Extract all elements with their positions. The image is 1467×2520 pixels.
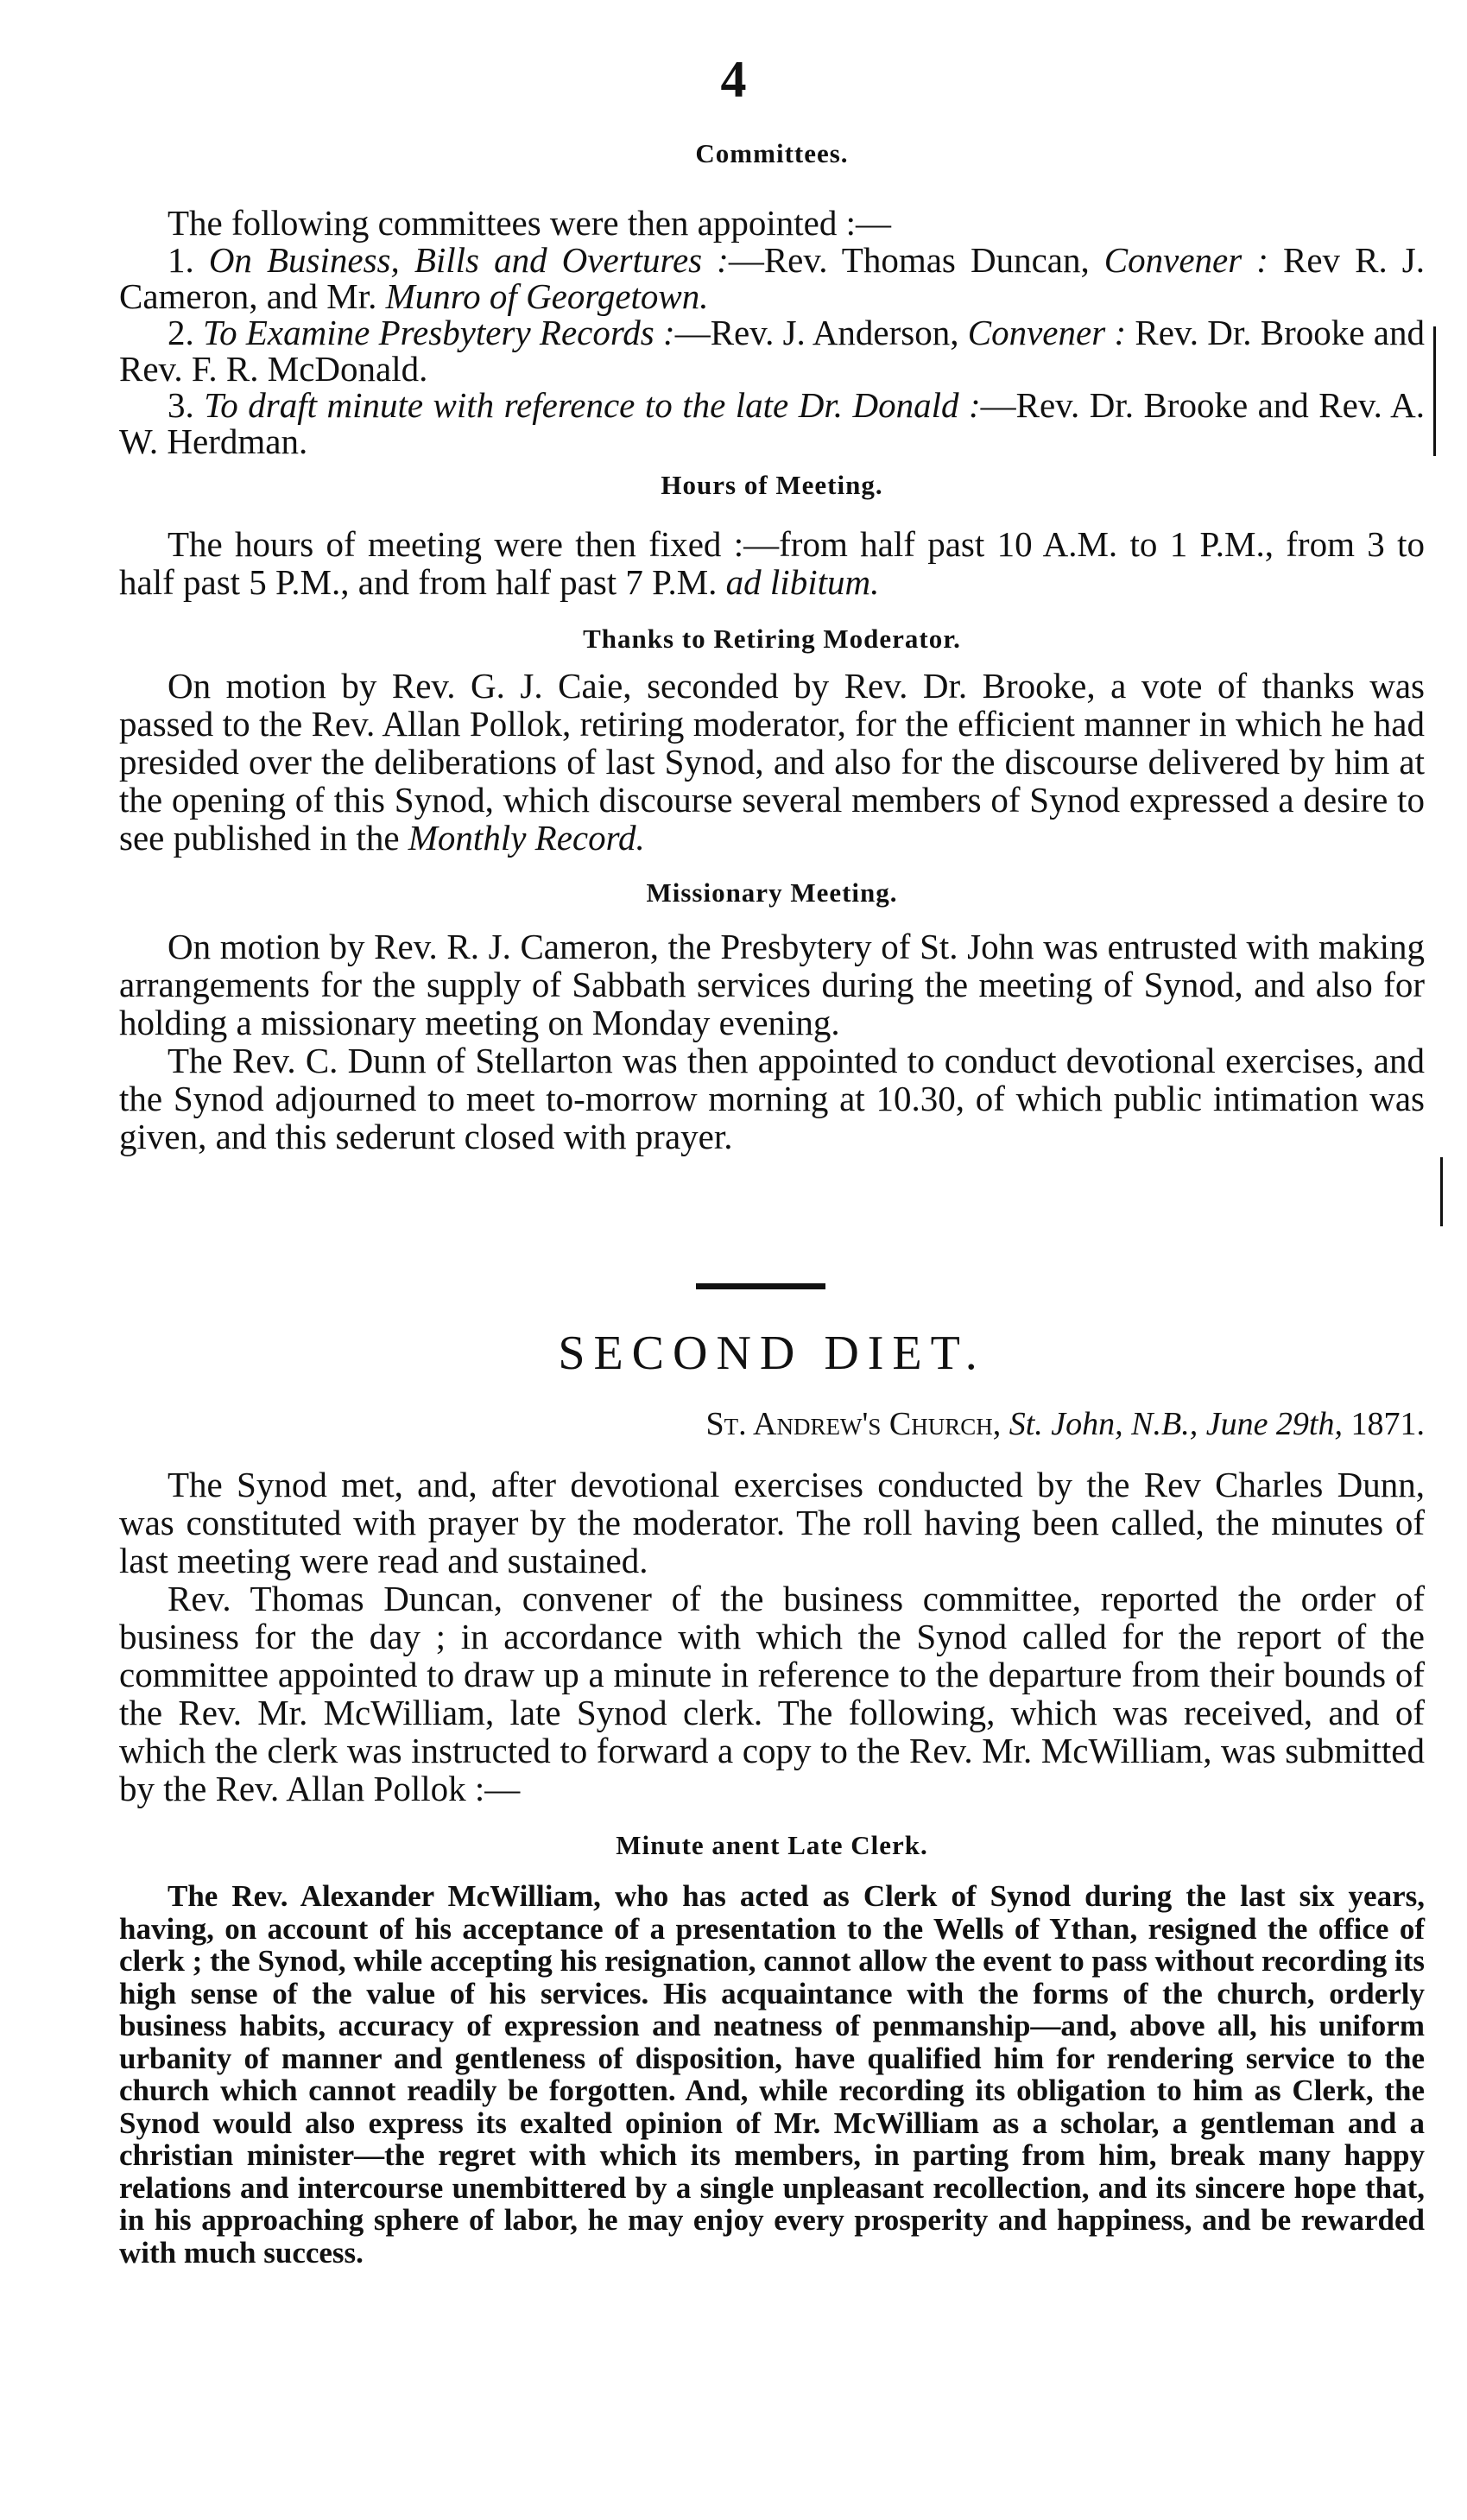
second-diet-heading: SECOND DIET.: [558, 1326, 986, 1380]
missionary-heading: Missionary Meeting.: [646, 877, 898, 908]
committee-title: To Examine Presbytery Records :: [203, 313, 675, 352]
committee-item-3: 3. To draft minute with reference to the late Dr. Donald :—Rev. Dr. Brooke and Rev. A. W. Herdman.: [119, 385, 1425, 461]
minute-paragraph: The Rev. Alexander McWilliam, who has acted as Clerk of Synod during the last six years, having, on account of his acceptance of a presentation to the Wells of Ythan, resigned the office of clerk ; the Synod, while accepting his resignation, cannot allow the event to pass without recording its high sense of the value of his services. His acquaintance with the forms of the church, orderly business habits, accuracy of expression and neatness of penmanship—and, above all, his uniform urbanity of manner and gentleness of disposition, have qualified him for rendering service to the church which cannot readily be forgotten. And, while recording its obligation to him as Clerk, the Synod would also express its exalted opinion of Mr. McWilliam as a scholar, a gentleman and a christian minister—the regret with which its members, in parting from him, break many happy relations and intercourse unembittered by a single unpleasant recollection, and its sincere hope that, in his approaching sphere of labor, he may enjoy every prosperity and happiness, and be rewarded with much success.: [119, 1879, 1425, 2270]
committees-heading: Committees.: [695, 138, 849, 168]
second-diet-section: [119, 1326, 1425, 2269]
thanks-heading: Thanks to Retiring Moderator.: [583, 624, 961, 654]
margin-mark: [1440, 1157, 1443, 1226]
hours-heading: Hours of Meeting.: [661, 470, 883, 500]
dateline: St. Andrew's Church, St. John, N.B., June 29th, 1871.: [705, 1406, 1425, 1442]
section-divider: [696, 1283, 825, 1289]
committee-item-1: 1. On Business, Bills and Overtures :—Rev. Thomas Duncan, Convener : Rev R. J. Cameron, and Mr. Munro of Georgetown.: [119, 240, 1425, 316]
page-number: 4: [720, 51, 747, 108]
hours-paragraph: The hours of meeting were then fixed :—from half past 10 A.M. to 1 P.M., from 3 to half past 5 P.M., and from half past 7 P.M. ad libitum.: [119, 524, 1425, 602]
margin-mark: [1433, 326, 1436, 456]
committees-intro: The following committees were then appointed :—: [168, 203, 891, 243]
second-diet-paragraph-1: The Synod met, and, after devotional exercises conducted by the Rev Charles Dunn, was constituted with prayer by the moderator. The roll having been called, the minutes of last meeting were read and sustained.: [119, 1465, 1425, 1580]
committee-title: On Business, Bills and Overtures :: [208, 240, 729, 280]
missionary-paragraph-2: The Rev. C. Dunn of Stellarton was then appointed to conduct devotional exercises, and the Synod adjourned to meet to-morrow morning at 10.30, of which public intimation was given, and this sederunt closed with prayer.: [119, 1041, 1425, 1156]
second-diet-paragraph-2: Rev. Thomas Duncan, convener of the business committee, reported the order of business for the day ; in accordance with which the Synod called for the report of the committee appointed to draw up a minute in reference to the departure from their bounds of the Rev. Mr. McWilliam, late Synod clerk. The following, which was received, and of which the clerk was instructed to forward a copy to the Rev. Mr. McWilliam, was submitted by the Rev. Allan Pollok :—: [119, 1579, 1425, 1808]
thanks-paragraph: On motion by Rev. G. J. Caie, seconded by Rev. Dr. Brooke, a vote of thanks was passed to the Rev. Allan Pollok, retiring moderator, for the efficient manner in which he had presided over the deliberations of last Synod, and also for the discourse delivered by him at the opening of this Synod, which discourse several members of Synod expressed a desire to see published in the Monthly Record.: [119, 666, 1425, 858]
committees-section: [119, 138, 1425, 1156]
committee-item-2: 2. To Examine Presbytery Records :—Rev. J. Anderson, Convener : Rev. Dr. Brooke and Rev. F. R. McDonald.: [119, 313, 1425, 389]
committee-title: To draft minute with reference to the late Dr. Donald :: [204, 385, 981, 425]
missionary-paragraph-1: On motion by Rev. R. J. Cameron, the Presbytery of St. John was entrusted with making arrangements for the supply of Sabbath services during the meeting of Synod, and also for holding a missionary meeting on Monday evening.: [119, 927, 1425, 1042]
minute-heading: Minute anent Late Clerk.: [616, 1830, 928, 1860]
